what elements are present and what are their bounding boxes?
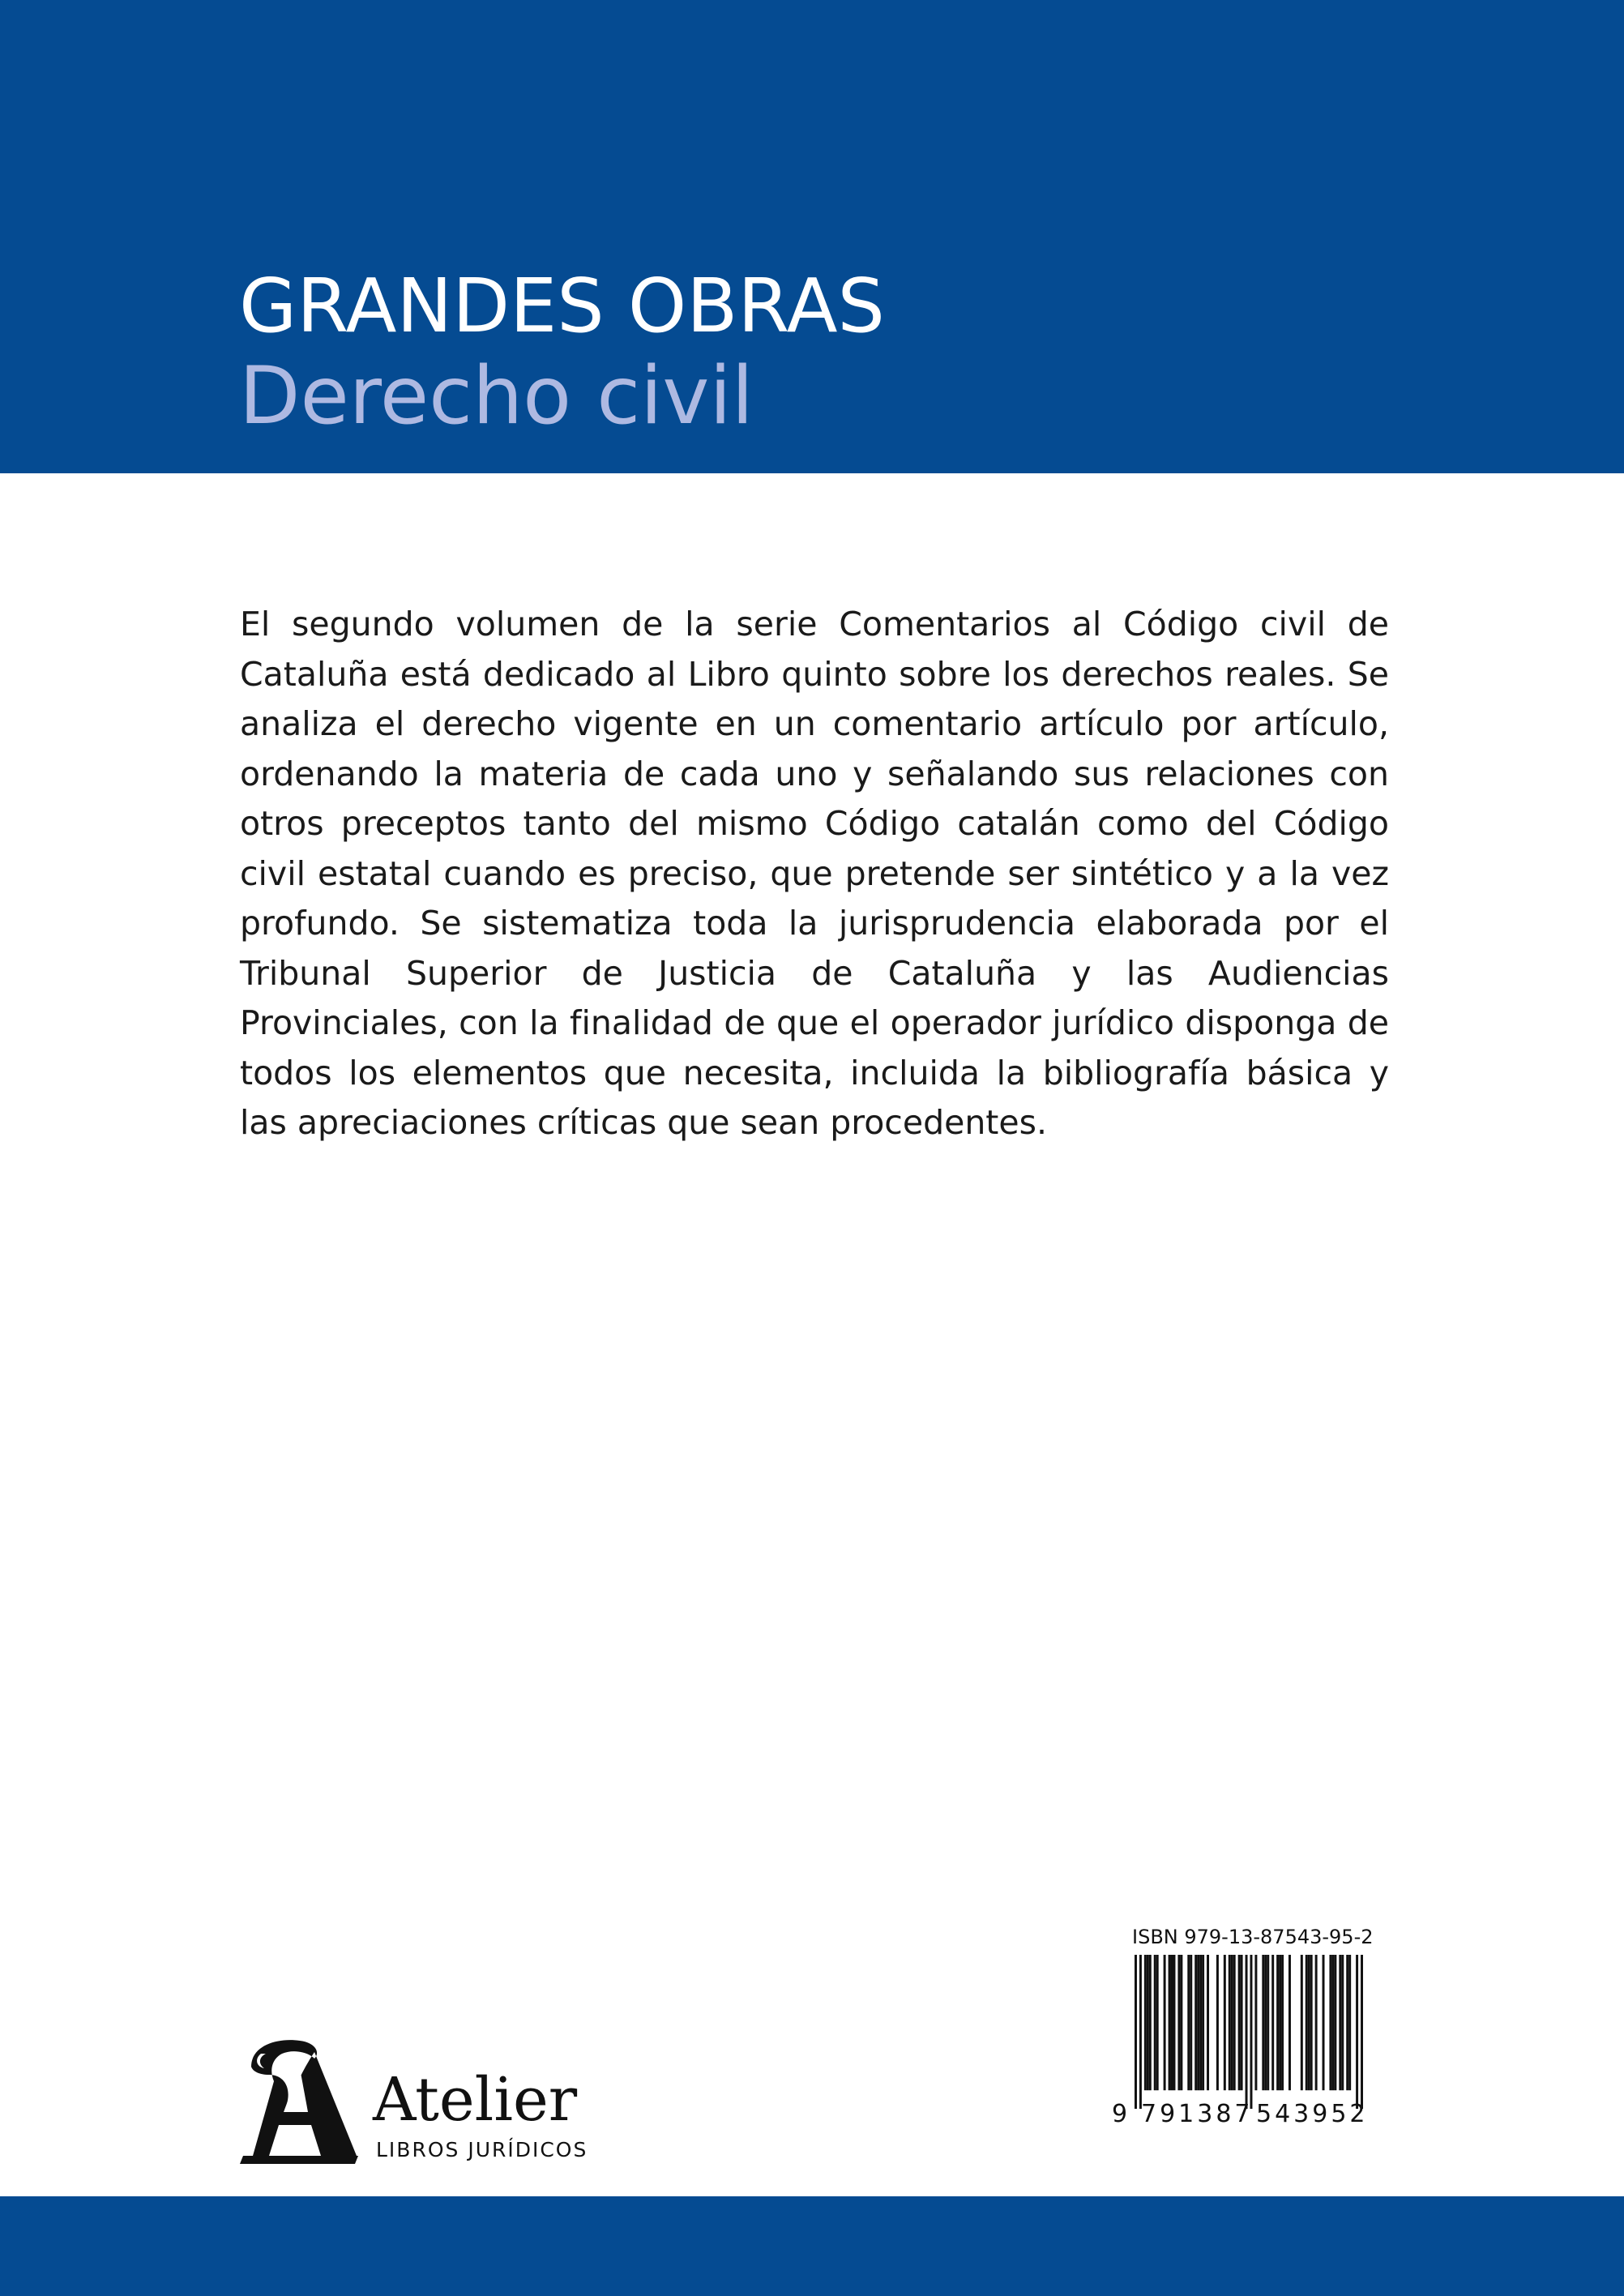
barcode-bar — [1139, 1955, 1142, 2109]
barcode-bar — [1281, 1955, 1284, 2090]
atelier-a-logo-icon — [237, 2034, 358, 2168]
barcode-bar — [1334, 1955, 1336, 2090]
barcode-bar — [1250, 1955, 1252, 2109]
blurb-paragraph: El segundo volumen de la serie Comentarios al Código civil de Cataluña está dedicado al Libro quinto sobre los derechos reales. Se analiza el derecho vigente en un comentario artículo por artículo, ordenando la materia de cada uno y señalando sus relaciones con otros preceptos tanto del mismo Código catalán como del Código civil estatal cuando es preciso, que pretende ser sintético y a la vez profundo. Se sistematiza toda la jurisprudencia elaborada por el Tribunal Superior de Justicia de Cataluña y las Audiencias Provinciales, con la finalidad de que el operador jurídico disponga de todos los elementos que necesita, incluida la bibliografía básica y las apreciaciones críticas que sean procedentes. — [240, 605, 1389, 1142]
bottom-color-band — [0, 2196, 1624, 2296]
barcode-bar — [1308, 1955, 1310, 2090]
top-color-band — [0, 0, 1624, 473]
barcode-bar — [1262, 1955, 1264, 2090]
barcode-bar — [1238, 1955, 1241, 2090]
barcode-bar — [1154, 1955, 1156, 2090]
barcode-bar — [1241, 1955, 1243, 2090]
barcode-bar — [1216, 1955, 1219, 2090]
barcode-bar — [1315, 1955, 1318, 2090]
barcode-bar — [1180, 1955, 1182, 2090]
barcode-bar — [1147, 1955, 1149, 2090]
barcode-bar — [1171, 1955, 1173, 2090]
barcode-bar — [1329, 1955, 1331, 2090]
barcode-image — [1135, 1955, 1363, 2109]
barcode-bar — [1197, 1955, 1199, 2090]
barcode-bar — [1190, 1955, 1192, 2090]
barcode-digits-right: 543952 — [1256, 2100, 1369, 2128]
barcode-bar — [1341, 1955, 1344, 2090]
barcode-bar — [1323, 1955, 1325, 2090]
barcode-bar — [1339, 1955, 1341, 2090]
barcode-bar — [1306, 1955, 1308, 2090]
barcode-bar — [1361, 1955, 1363, 2109]
barcode-bar — [1233, 1955, 1236, 2090]
barcode-digits-left: 791387 — [1141, 2100, 1254, 2128]
barcode-digits — [1112, 2102, 1387, 2130]
barcode-bar — [1271, 1955, 1274, 2090]
barcode-bar — [1276, 1955, 1279, 2090]
barcode-bar — [1267, 1955, 1269, 2090]
barcode-bar — [1199, 1955, 1202, 2090]
barcode-bar — [1279, 1955, 1281, 2090]
series-subtitle: Derecho civil — [239, 350, 754, 443]
barcode-bar — [1346, 1955, 1348, 2090]
barcode-bar — [1173, 1955, 1175, 2090]
barcode-bar — [1310, 1955, 1313, 2090]
barcode-bar — [1169, 1955, 1171, 2090]
isbn-label: ISBN 979-13-87543-95-2 — [1132, 1926, 1374, 1948]
barcode-bar — [1135, 1955, 1137, 2109]
barcode-bar — [1231, 1955, 1233, 2090]
barcode-digit-first: 9 — [1112, 2100, 1128, 2128]
publisher-name: Atelier — [373, 2065, 578, 2135]
barcode-bar — [1348, 1955, 1351, 2090]
barcode-bar — [1156, 1955, 1159, 2090]
publisher-logo — [237, 2034, 593, 2172]
barcode-bar — [1264, 1955, 1267, 2090]
barcode-bar — [1229, 1955, 1231, 2090]
barcode-bar — [1246, 1955, 1248, 2109]
barcode-bar — [1331, 1955, 1334, 2090]
barcode-bar — [1177, 1955, 1180, 2090]
barcode-bar — [1356, 1955, 1358, 2109]
publisher-tagline: LIBROS JURÍDICOS — [376, 2138, 588, 2161]
series-title: GRANDES OBRAS — [239, 263, 885, 349]
barcode-bar — [1301, 1955, 1303, 2090]
barcode-bar — [1187, 1955, 1190, 2090]
barcode-bar — [1202, 1955, 1204, 2090]
barcode-bar — [1207, 1955, 1209, 2090]
barcode-bar — [1289, 1955, 1291, 2090]
barcode-bar — [1144, 1955, 1147, 2090]
barcode-bar — [1164, 1955, 1166, 2090]
barcode-bar — [1254, 1955, 1257, 2090]
barcode-bar — [1149, 1955, 1152, 2090]
barcode-bar — [1194, 1955, 1197, 2090]
barcode-bar — [1224, 1955, 1226, 2090]
isbn-barcode-block — [1112, 1922, 1387, 2133]
